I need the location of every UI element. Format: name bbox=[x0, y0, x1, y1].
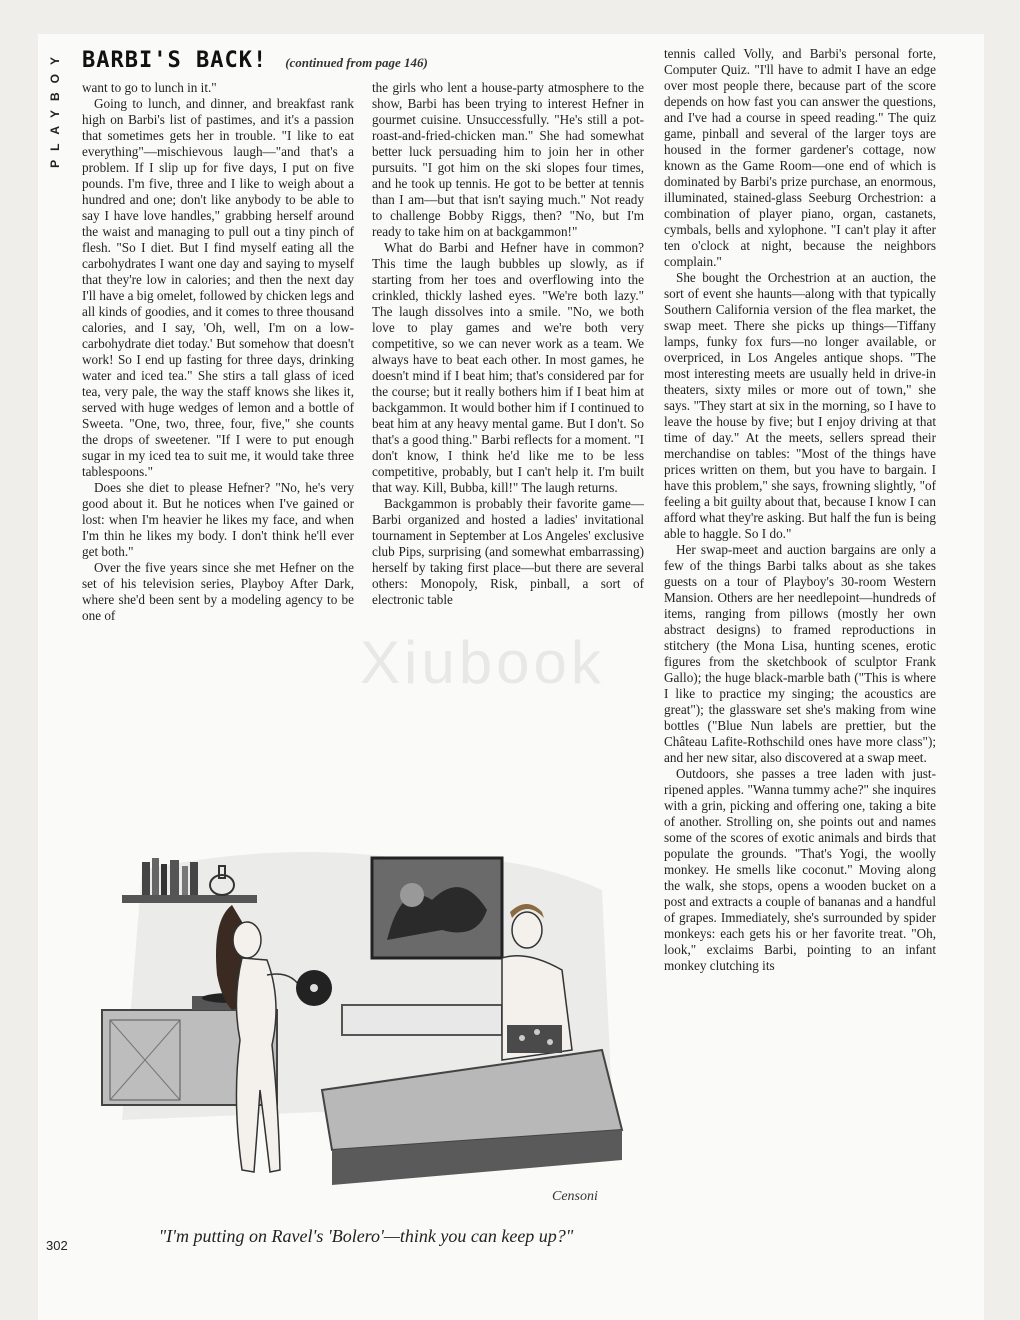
paragraph: Over the five years since she met Hefner on the set of his television series, Playboy After Dark, where she'd been sent by a modeling agency to be one of bbox=[82, 560, 354, 623]
wall-painting bbox=[372, 858, 502, 958]
paragraph: Going to lunch, and dinner, and breakfast rank high on Barbi's list of pastimes, and it's a passion that sometimes gets her in trouble. "I like to eat everything"—mischievous laugh—"and that's a problem. If I slip up for five days, I put on five pounds. I'm five, three and I like to weigh about a hundred and one; don't like anybody to be able to say I have love handles," grabbing herself around the waist and managing to pull out a tiny pinch of flesh. "So I diet. But I find myself eating all the carbohydrates I want one day and saying to myself that they're low in calories; and then the next day I'll have a big omelet, followed by chicken legs and all kinds of goodies, and it comes to three thousand calories, and I say, 'Oh, well, I'm on a low-carbohydrate diet today.' But somehow that doesn't work! So I end up fasting for three days, drinking water and iced tea." She stirs a tall glass of iced tea, very pale, the way the staff knows she likes it, served with huge wedges of lemon and a bottle of Sweeta. "One, two, three, four, five," she counts the drops of sweetener. "If I were to put enough sugar in my iced tea to suit me, it would take three tablespoons." bbox=[82, 96, 354, 479]
paragraph: tennis called Volly, and Barbi's personal forte, Computer Quiz. "I'll have to admit I have an edge over most people there, because part of the score depends on how fast you can answer the questions, and I've had a course in speed reading." The quiz game, pinball and several of the larger toys are housed in the former gardener's cottage, now known as the Game Room—one end of which is dominated by Barbi's prize purchase, an enormous, illuminated, stained-glass Seeburg Orchestrion: a combination of player piano, organ, castanets, cymbals, bells and xylophone. "I can't play it after ten o'clock at night, because the neighbors complain." bbox=[664, 46, 936, 269]
paragraph: What do Barbi and Hefner have in common? This time the laugh bubbles up slowly, as if starting from her toes and overflowing into the crinkled, thickly lashed eyes. "We're both lazy." The laugh dissolves into a smile. "No, we both love to play games and we're both very competitive, so we can never work as a team. We always have to beat each other. In most games, he doesn't mind if I beat him; that's considered par for the course; but it really bothers him if I beat him at backgammon. It would bother him if I continued to beat him at any heavy mental game. But I don't. So that's a good thing." Barbi reflects for a moment. "I don't know, I think he'd like me to be less competitive, probably, but I can't help it. I'm built that way. Kill, Bubba, kill!" The laugh returns. bbox=[372, 240, 644, 495]
text-column-3 bbox=[664, 46, 936, 974]
text-column-1 bbox=[82, 80, 354, 624]
text-column-2 bbox=[372, 80, 644, 608]
article-title: BARBI'S BACK! bbox=[82, 48, 268, 73]
magazine-name-vertical: PLAYBOY bbox=[48, 48, 62, 168]
paragraph: want to go to lunch in it." bbox=[82, 80, 217, 95]
paragraph: Outdoors, she passes a tree laden with just-ripened apples. "Wanna tummy ache?" she inquires with a grin, picking and offering one, taking a bite of another. Strolling on, she points out and names some of the scores of exotic animals and birds that populate the grounds. "That's Yogi, the woolly monkey. He smells like coconut." Moving along the walk, she stops, opens a wooden bucket on a post and extracts a couple of bananas and a handful of grapes. Immediately, she's surrounded by spider monkeys: each gets his or her favorite treat. "Oh, look," exclaims Barbi, pointing to an infant monkey clutching its bbox=[664, 766, 936, 973]
paragraph: the girls who lent a house-party atmosphere to the show, Barbi has been trying to interest Hefner in gourmet cuisine. Unsuccessfully. "He's still a pot-roast-and-fried-chicken man." She had somewhat better luck persuading him to join her in other pursuits. "I got him on the ski slopes four times, and he took up tennis. He got to be better at tennis than I am—but that isn't saying much." Not ready to challenge Bobby Riggs, then? "No, but I'm ready to take him on at backgammon!" bbox=[372, 80, 644, 239]
watermark-text: Xiubook bbox=[360, 629, 605, 696]
continued-note: (continued from page 146) bbox=[285, 55, 428, 70]
paragraph: Her swap-meet and auction bargains are only a few of the things Barbi talks about as she takes guests on a tour of Playboy's 30-room Western Mansion. Others are her needlepoint—hundreds of items, ranging from pillows (mostly her own abstract designs) to framed reproductions in stitchery (the Mona Lisa, hunting scenes, erotic figures from the sketchbook of sculptor Frank Gallo); the huge black-marble bath ("This is where I like to practice my singing; the acoustics are great"); the glassware set she's making from wine bottles ("Blue Nun labels are prettier, but the Château Lafite-Rothschild ones have more class"); and her new sitar, also discovered at a swap meet. bbox=[664, 542, 936, 765]
cartoon-caption: "I'm putting on Ravel's 'Bolero'—think you can keep up?" bbox=[158, 1226, 574, 1246]
cartoonist-signature: Censoni bbox=[552, 1189, 598, 1204]
cartoon-illustration bbox=[82, 800, 644, 1212]
paragraph: Backgammon is probably their favorite game—Barbi organized and hosted a ladies' invitational tournament in September at Los Angeles' exclusive club Pips, surprising (and somewhat embarrassing) herself by taking first place—but there are several others: Monopoly, Risk, pinball, a sort of electronic table bbox=[372, 496, 644, 607]
paragraph: Does she diet to please Hefner? "No, he's very good about it. But he notices when I've gained or lost: when I'm heavier he likes my face, and when I'm thin he likes my body. I don't think he'll ever get both." bbox=[82, 480, 354, 559]
page-number: 302 bbox=[46, 1238, 68, 1253]
article-header bbox=[82, 48, 502, 78]
paragraph: She bought the Orchestrion at an auction, the sort of event she haunts—along with that typically Southern California version of the flea market, the swap meet. There she picks up things—Tiffany lamps, funky fox furs—no longer available, or overpriced, in Los Angeles antique shops. "The most interesting meets are usually held in drive-in theaters, sixty miles or more out of town," she says. "They start at six in the morning, so I have to leave the house by five; but I enjoy driving at that time of day." At the meets, sellers spread their merchandise on tables: "Most of the things have prices written on them, but you have to bargain. I have this problem," she says, frowning slightly, "of feeling a bit guilty about that, because I know I can afford what they're asking. But half the fun is being able to haggle. So I do." bbox=[664, 270, 936, 541]
